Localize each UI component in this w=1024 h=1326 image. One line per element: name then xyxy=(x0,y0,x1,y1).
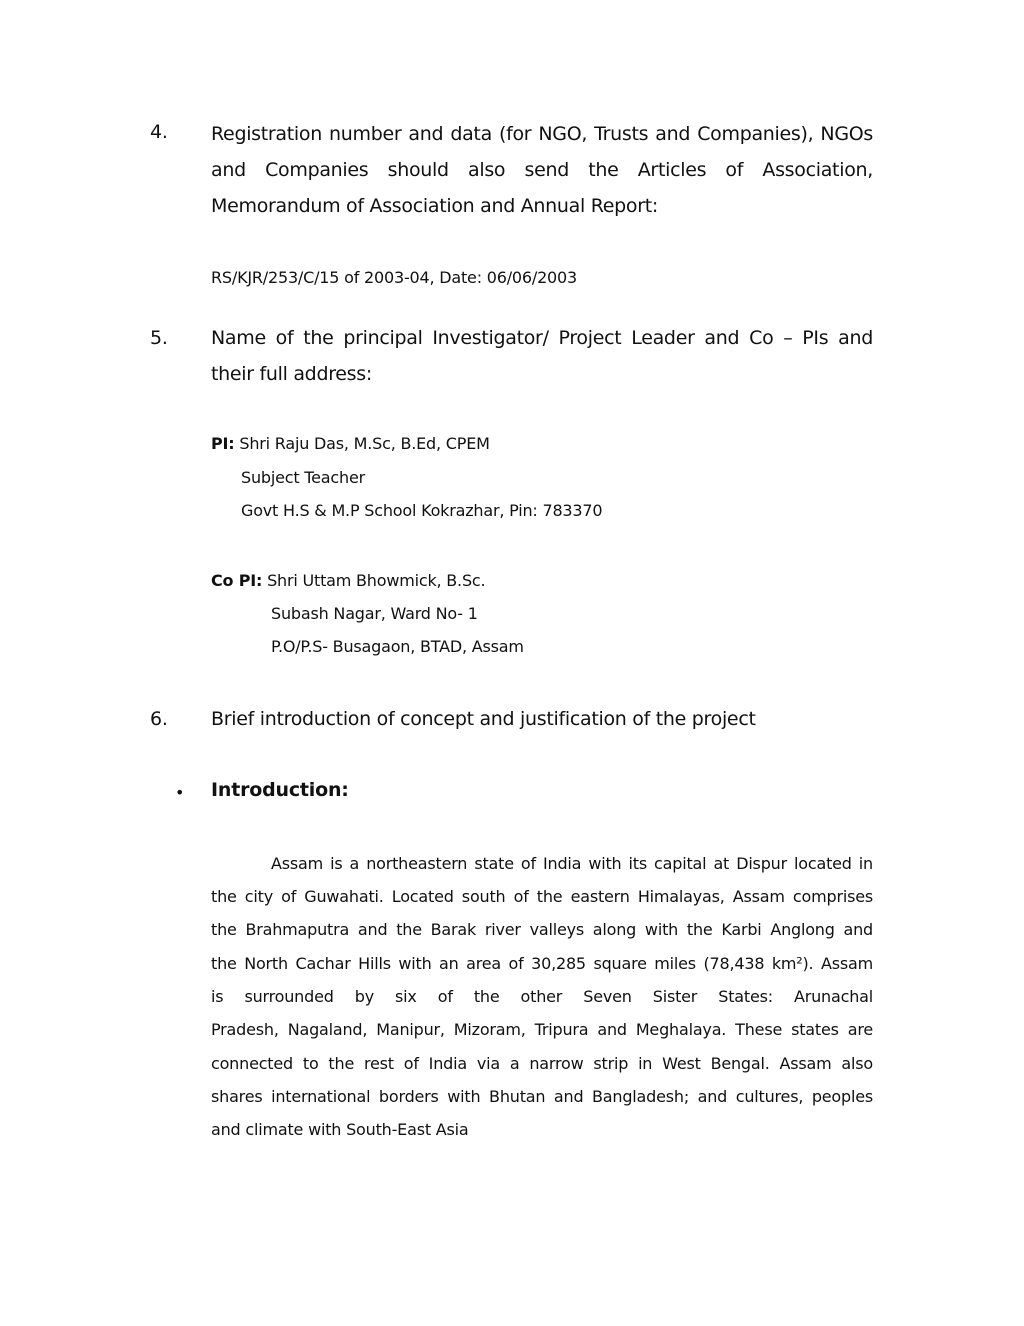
intro-paragraph-line: the North Cachar Hills with an area of 30,285 square miles (78,438 km²). Assam xyxy=(211,954,873,973)
intro-paragraph-line: shares international borders with Bhutan and Bangladesh; and cultures, peoples xyxy=(211,1087,873,1106)
item-6-heading: Brief introduction of concept and justification of the project xyxy=(211,708,756,730)
intro-paragraph-line: the city of Guwahati. Located south of the eastern Himalayas, Assam comprises xyxy=(211,887,873,906)
intro-paragraph-line: is surrounded by six of the other Seven Sister States: Arunachal xyxy=(211,987,873,1006)
introduction-heading: Introduction: xyxy=(211,779,349,801)
intro-paragraph-line: connected to the rest of India via a narrow strip in West Bengal. Assam also xyxy=(211,1054,873,1073)
intro-paragraph-line: the Brahmaputra and the Barak river valleys along with the Karbi Anglong and xyxy=(211,920,873,939)
copi-name: Shri Uttam Bhowmick, B.Sc. xyxy=(267,571,486,590)
pi-designation: Subject Teacher xyxy=(241,468,365,487)
copi-label: Co PI: xyxy=(211,571,263,590)
copi-address-line-1: Subash Nagar, Ward No- 1 xyxy=(271,604,478,623)
pi-label: PI: xyxy=(211,434,235,453)
pi-address: Govt H.S & M.P School Kokrazhar, Pin: 783370 xyxy=(241,501,603,520)
copi-line xyxy=(211,571,485,590)
intro-paragraph-line: and climate with South-East Asia xyxy=(211,1120,469,1139)
bullet-icon: • xyxy=(175,783,185,802)
pi-name: Shri Raju Das, M.Sc, B.Ed, CPEM xyxy=(239,434,490,453)
item-4-number: 4. xyxy=(150,121,168,143)
item-5-heading: Name of the principal Investigator/ Project Leader and Co – PIs and their full address: xyxy=(211,327,873,385)
item-6-number: 6. xyxy=(150,708,168,730)
item-4-heading: Registration number and data (for NGO, Trusts and Companies), NGOs and Companies should also send the Articles of Association, Memorandum of Association and Annual Report: xyxy=(211,123,873,217)
item-5-number: 5. xyxy=(150,327,168,349)
registration-number: RS/KJR/253/C/15 of 2003-04, Date: 06/06/2003 xyxy=(211,268,577,287)
intro-paragraph-line: Pradesh, Nagaland, Manipur, Mizoram, Tripura and Meghalaya. These states are xyxy=(211,1020,873,1039)
pi-line xyxy=(211,434,490,453)
copi-address-line-2: P.O/P.S- Busagaon, BTAD, Assam xyxy=(271,637,524,656)
intro-paragraph-line: Assam is a northeastern state of India with its capital at Dispur located in xyxy=(271,854,873,873)
